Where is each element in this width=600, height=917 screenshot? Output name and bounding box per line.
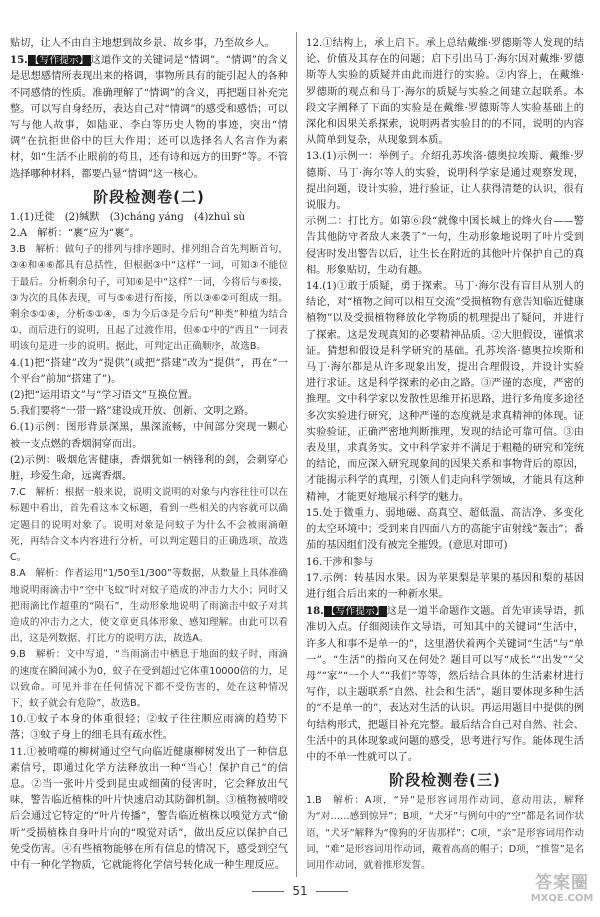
answer-16: 16.干涉和参与: [306, 556, 374, 568]
watermark-logo-text: 答案圈: [535, 873, 589, 893]
column-divider: [296, 32, 297, 877]
answer-17: 17.示例：转基因水果。因为苹果梨是苹果的基因和梨的基因进行组合后出来的一种新水果。: [306, 572, 584, 600]
answer-13: 13.(1)示例一：举例子。介绍孔苏埃洛·德奥拉埃斯、戴维·罗德斯、马丁·海尔等人的实验，说明科学家是通过观察发现，提出问题，设计实验，进行验证，让人获得清楚的认识，很有说服力。: [306, 151, 584, 212]
paragraph-continuation: 贴切，让人不由自主地想到故乡景、故乡事，乃至故乡人。: [10, 38, 275, 49]
answer-9: 9.B 解析：文中写道，“当雨滴击中栖息于地面的蚊子时，雨滴的速度在瞬间减小为0，蚊子在受到超过它体重10000倍的力，足以致命。可见并非在任何情况下都不受伤害的，处在这种情况下，蚊子就会有危险”，故选B。: [10, 649, 288, 709]
answer-15: 15.处于微重力、弱地磁、高真空、超低温、高洁净、多变化的太空环境中；受到来自四面八方的高能宇宙射线“轰击”；番茄的基因组们没有被完全摧毁。(意思对即可): [306, 507, 584, 552]
answer-5: 5.我们要将“一带一路”建设成开放、创新、文明之路。: [10, 406, 255, 418]
writing-tip-tag: 【写作提示】: [325, 606, 385, 618]
answer-10: 10.①蚊子本身的体重很轻；②蚊子往往顺应雨滴的趋势下落；③蚊子身上的细毛具有疏水性。: [10, 714, 288, 742]
answer-1: 1.(1)迁徙 (2)缄默 (3)chánɡ yánɡ (4)zhuì sù: [10, 211, 246, 223]
answer-number: 15.: [10, 54, 28, 67]
answer-14: 14.(1)①敢于质疑，勇于探索。马丁·海尔没有盲目从别人的结论，对“植物之间可以相互交流”受损植物有意告知临近健康植物”以及受损植物释放化学物质的机理提出了疑问，并进行了探索。这是发现真知的必要精神品质。②大胆假设，谨慎求证。猜想和假设是科学研究的基础。孔苏埃洛·德奥拉埃斯和马丁·海尔都是从许多现象出发，提出合理假设，并设计实验进行求证。这是科学探索的必由之路。③严谨的态度，严密的推理。文中科学家以发散性思维开拓思路，进行多角度多途径多次实验进行研究，这种严谨的态度就是求真精神的体现。证实验验证，正确严密地判断推理，发现的结论可靠可信。③由表及里，求真务实。文中科学家并不满足于粗糙的研究和笼统的结论，而应深入研究现象间的因果关系和事物背后的原因，才能揭示科学的真理，引领人们走向科学领域，才能具有这种精神，才能更好地展示科学的魅力。: [306, 281, 584, 503]
answer-11: 11.①被啃噬的柳树通过空气向临近健康柳树发出了一种信息素信号，即通过化学方法释放出一种“当心！保护自己”的信息。②当一张叶片受到昆虫或细菌的侵害时，它会释放出气味，警告临近植株的叶片快速启动其防御机制。③植物被啃咬后会通过它特定的“叶片传播”，警告临近植株以嗅觉方式“偷听”受损植株自身叶片向的“嗅觉对话”，做出反应以保护自己免受伤害。④有些植物能够在所有信息的情况下，感受到空气中有一种化学物质，它就能将化学信号转化成一种生理反应。: [10, 746, 288, 871]
answer-3: 3.B 解析：做句子的排列与排序题时，排列组合首先判断首句，③④和④⑥都具有总括性，但根据③中“这样”一词，可知③不能位于最后。分析剩余句子，可知⑥是中“这样”一词，今将后与⑥接，③为次的具体表现，可与⑤⑥进行衔接，所以③⑥②可组成一组。剩余⑤①④，分析⑤①④，⑤为今后③是今后句“种类”种植为结合①，而后进行的说明，且起了过渡作用，但⑥①中的“西且”一词表明该句是进一步的说明。据此，可判定出正确顺序，故选B。: [10, 244, 288, 353]
section-title: 阶段检测卷(二): [93, 187, 205, 206]
footer-dash-left: [252, 891, 284, 892]
answer-8: 8.A 解析：作者运用“1/50至1/300”等数据，从数量上具体准确地说明雨滴击中“空中飞蚊”时对蚊子造成的冲击力大小；同时又把雨滴比作超重的“陨石”，生动形象地说明了雨滴击中蚊子对其造成的冲击力之大，使文章更具体形象、感知理解。由此可以看出，这是列数据、打比方的说明方法，故选A。: [10, 568, 288, 645]
left-column: [10, 36, 288, 874]
answer-6-part2: (2)示例：吸烟危害健康，香烟犹如一柄锋利的剑，会刺穿心脏，珍爱生命，远离香烟。: [10, 454, 288, 483]
answer-4: 4.(1)把“搭建”改为“提供”(或把“搭建”改为“提供”，再在“一个平台”前加“搭建了”)。: [10, 357, 288, 385]
answer-2: 2.A 解析：“裹”应为“裹”。: [10, 228, 140, 240]
page-number: [0, 884, 600, 898]
footer-dash-right: [316, 891, 348, 892]
answer-1: 1.B 解析：A项，“异”是形容词用作动词，意动用法，解释为“对……感到惊异”；B项，“犬牙”与例句中的“空”都是名词作状语，“犬牙”解释为“像狗的牙齿那样”；C项，“亲”是形容词用作动词，“难”是形容词用作动词，戴着高高的帽子；D项，“推誓”是名词用作动词，就着推形发誓。: [306, 795, 584, 871]
section-title: 阶段检测卷(三): [389, 771, 501, 790]
answer-text: 这道作文的关键词是“情调”。“情调”的含义是思想感情所表现出来的格调，事物所具有的能引起人的各种不同感情的性质。准确理解了“情调”的含义，再把题目补充完整。可以写自身经历，表达自己对“情调”的感受和感悟；可以写与他人故事，如陆亚、李白等历史人物的事迹，突出“情调”在抗拒世俗中的巨大作用；还可以选择名人名言作为素材，如“生活不止眼前的苟且，还有诗和远方的田野”等。不管选择哪种材料，都要凸显“情调”这一核心。: [10, 55, 288, 180]
watermark-logo: [530, 873, 594, 911]
answer-7: 7.C 解析：根据一般来说，说明文说明的对象与内容往往可以在标题中看出，首先看这本文标题，看到一些相关的内容就可以确定题目的说明对象了。说明对象是问蚊子为什么不会被雨滴砸死，再结合文本内容进行分析，可以判定题目的正确选项，故选C。: [10, 487, 288, 564]
answer-6: 6.(1)示例：图形背景深黑，黑深流畅，中间部分突现一颗心被一支点燃的香烟洞穿而出。: [10, 422, 288, 450]
page-number-text: 51: [292, 884, 308, 898]
watermark-site-text: MXQE.COM: [530, 893, 594, 904]
answer-18: [306, 603, 584, 766]
answer-15: [10, 52, 288, 183]
answer-4-part2: (2)把“运用语文”与“学习语文”互换位置。: [10, 390, 199, 402]
answer-13-part2: 示例二：打比方。如第⑥段“就像中国长城上的烽火台——警告其他防守者敌人来袭了”一句，生动形象地说明了叶片受到侵害时发出警告以后，让生长在附近的其他叶片保护自己的真相。形象贴切，生动有趣。: [306, 216, 584, 276]
answer-number: 18.: [306, 605, 324, 618]
answer-12: 12.①结构上，承上启下。承上总结戴维·罗德斯等人发现的结论、价值及其存在的问题；启下引出马丁·海尔因对戴维·罗德斯等人实验的质疑并由此而进行的实验。②内容上，在戴维·罗德斯的观点和马丁·海尔的质疑与实验之间建立起联系。本段文字阐释了下面的实验是在戴维·罗德斯等人实验基础上的深化和因果关系探索，说明两者实验目的的不同，说明的内容从简单到复杂，从现象到本质。: [306, 38, 584, 147]
writing-tip-tag: 【写作提示】: [29, 55, 89, 67]
right-column: [306, 36, 584, 874]
answer-text: 这是一道半命题作文题。首先审读导语，抓准切入点。仔细阅读作文导语，可知其中的关键词“生活中，许多人和事不是单一的”，这里潜伏着两个关键词“生活”与“单一”。“生活”的指向又在何处？题目可以写“成长”“出发”“父母”“家”“一个人”“我们”等等，然后结合具体的生活素材进行写作，以主题联系“自然、社会和生活”，题目要体现多种生活的“不是单一的”，表达对生活的认识。再运用题目中提供的例句结构形式，把题目补充完整。最后结合自己对自然、社会、生活中的具体现象或问题的感受，思考进行写作。能体现生活中的不单一性就可以了。: [306, 606, 585, 763]
